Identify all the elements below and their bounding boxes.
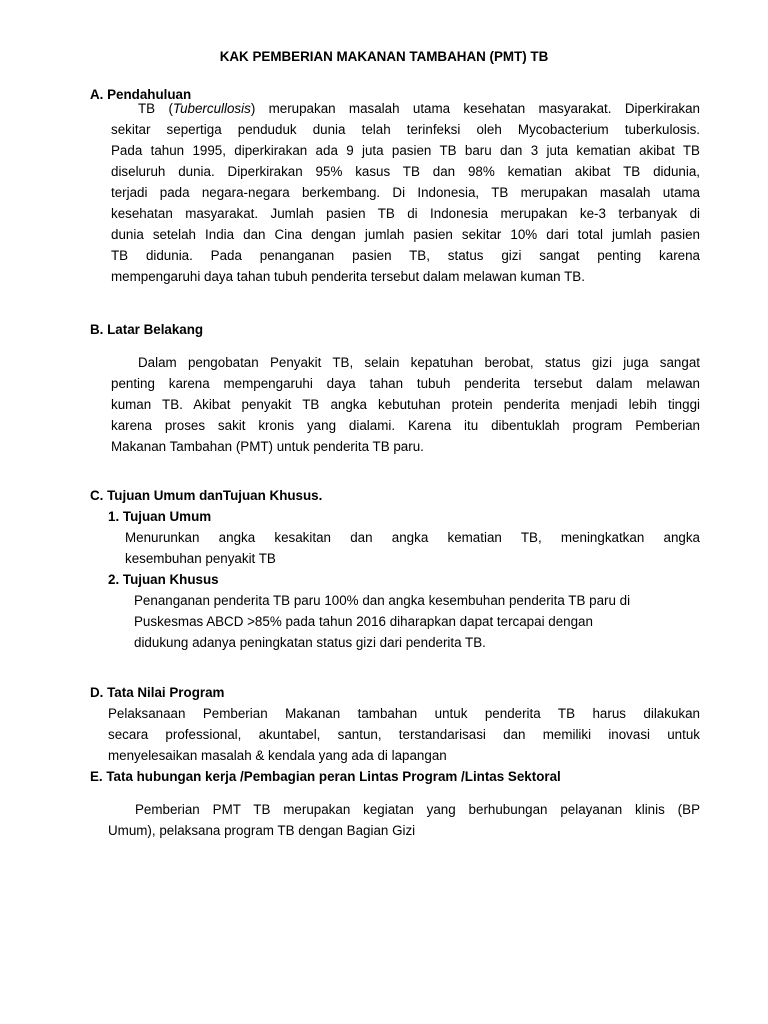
section-c-sub2-line: Penanganan penderita TB paru 100% dan angka kesembuhan penderita TB paru di	[134, 593, 631, 608]
section-a-line: dunia setelah India dan Cina dengan jumlah pasien sekitar 10% dari total jumlah pasien	[111, 227, 700, 242]
section-d-heading: D. Tata Nilai Program	[90, 685, 225, 700]
section-b-line: Makanan Tambahan (PMT) untuk penderita TB paru.	[111, 439, 424, 454]
section-c-sub2-line: Puskesmas ABCD >85% pada tahun 2016 diharapkan dapat tercapai dengan	[134, 614, 593, 629]
section-a-line-1-pre: TB (	[138, 101, 173, 116]
section-b-heading: B. Latar Belakang	[90, 322, 204, 337]
section-a-line: terjadi pada negara-negara berkembang. Di Indonesia, TB merupakan masalah utama	[111, 185, 700, 200]
section-a-line-1-post: ) merupakan masalah utama kesehatan masyarakat. Diperkirakan	[250, 101, 700, 116]
section-a-heading: A. Pendahuluan	[90, 87, 192, 102]
section-b-line: penting karena mempengaruhi daya tahan tubuh penderita tersebut dalam melawan	[111, 376, 700, 391]
section-b-line: kuman TB. Akibat penyakit TB angka kebutuhan protein penderita menjadi lebih tinggi	[111, 397, 700, 412]
section-a-line: diseluruh dunia. Diperkirakan 95% kasus TB dan 98% kematian akibat TB didunia,	[111, 164, 700, 179]
section-b-line: Dalam pengobatan Penyakit TB, selain kepatuhan berobat, status gizi juga sangat	[138, 355, 700, 370]
section-a-line: TB didunia. Pada penanganan pasien TB, status gizi sangat penting karena	[111, 248, 700, 263]
section-e-heading: E. Tata hubungan kerja /Pembagian peran Lintas Program /Lintas Sektoral	[90, 769, 561, 784]
section-a-line: Pada tahun 1995, diperkirakan ada 9 juta pasien TB baru dan 3 juta kematian akibat TB	[111, 143, 700, 158]
section-a-line: mempengaruhi daya tahan tubuh penderita tersebut dalam melawan kuman TB.	[111, 269, 585, 284]
section-d-line: menyelesaikan masalah & kendala yang ada di lapangan	[108, 748, 447, 763]
section-d-line: secara professional, akuntabel, santun, terstandarisasi dan memiliki inovasi untuk	[108, 727, 700, 742]
section-c-sub1-line: kesembuhan penyakit TB	[125, 551, 276, 566]
section-a-line: sekitar sepertiga penduduk dunia telah terinfeksi oleh Mycobacterium tuberkulosis.	[111, 122, 700, 137]
section-a-line: kesehatan masyarakat. Jumlah pasien TB di Indonesia merupakan ke-3 terbanyak di	[111, 206, 700, 221]
document-title: KAK PEMBERIAN MAKANAN TAMBAHAN (PMT) TB	[219, 49, 549, 64]
section-a-line-1	[138, 98, 700, 119]
section-c-sub1-line: Menurunkan angka kesakitan dan angka kematian TB, meningkatkan angka	[125, 530, 700, 545]
section-c-heading: C. Tujuan Umum danTujuan Khusus.	[90, 488, 323, 503]
section-e-line: Umum), pelaksana program TB dengan Bagian Gizi	[108, 823, 416, 838]
section-b-line: karena proses sakit kronis yang dialami. Karena itu dibentuklah program Pemberian	[111, 418, 700, 433]
section-e-line: Pemberian PMT TB merupakan kegiatan yang berhubungan pelayanan klinis (BP	[135, 802, 700, 817]
section-c-sub2-heading: 2. Tujuan Khusus	[108, 572, 219, 587]
section-c-sub1-heading: 1. Tujuan Umum	[108, 509, 212, 524]
section-c-sub2-line: didukung adanya peningkatan status gizi dari penderita TB.	[134, 635, 486, 650]
section-a-line-1-italic: Tubercullosis	[172, 101, 251, 116]
section-d-line: Pelaksanaan Pemberian Makanan tambahan untuk penderita TB harus dilakukan	[108, 706, 700, 721]
